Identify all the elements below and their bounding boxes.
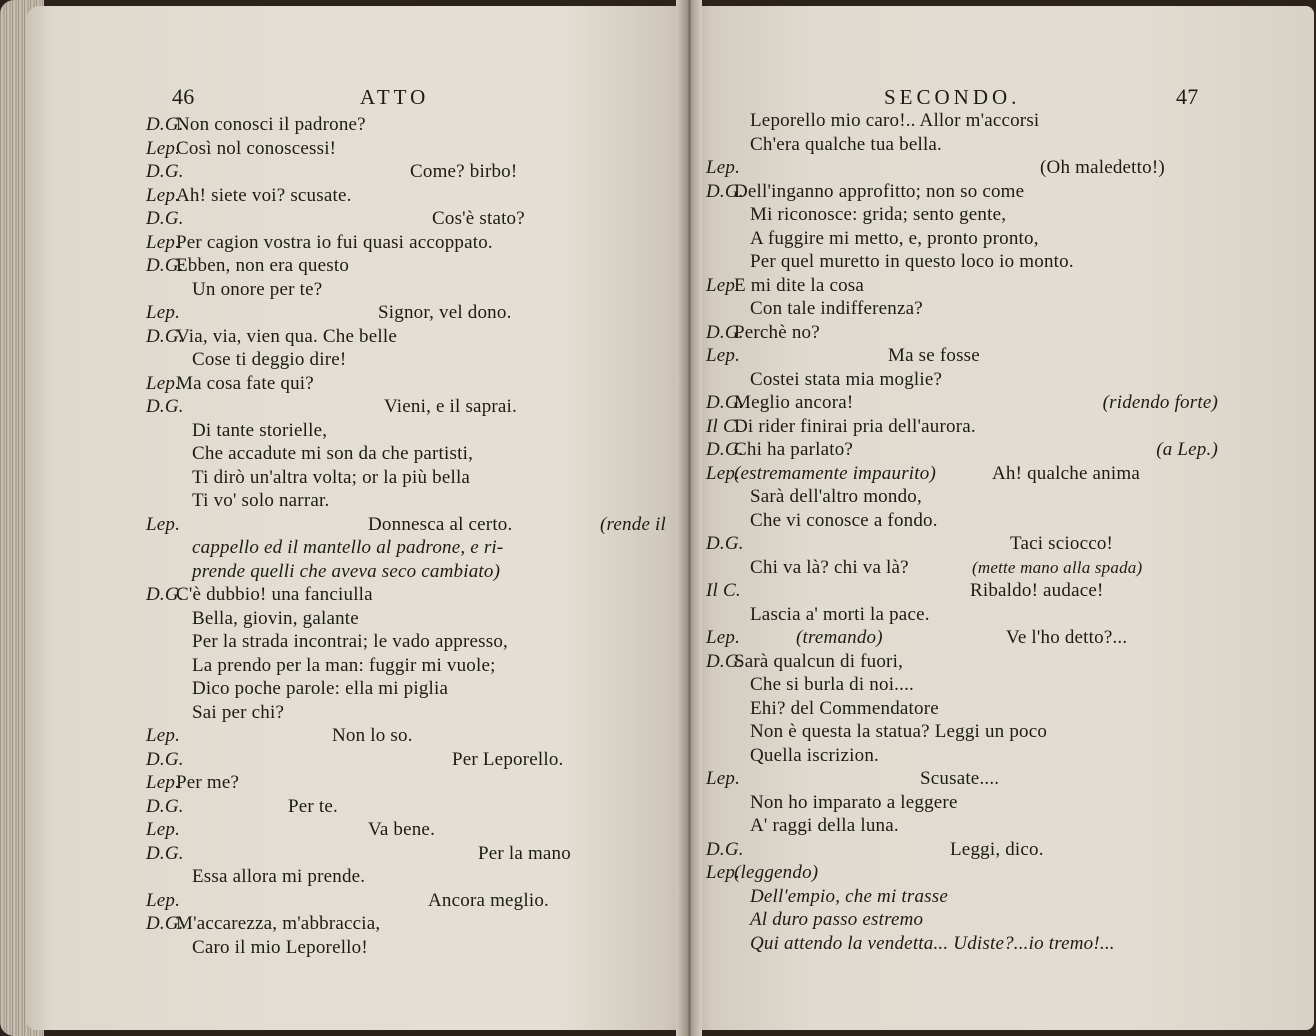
verse-text: Ti vo' solo narrar. — [192, 490, 330, 511]
verse-text-right: Come? birbo! — [410, 161, 518, 182]
speaker-label: D.G. — [146, 842, 184, 864]
verse-text: Non ho imparato a leggere — [750, 791, 958, 813]
verse-text: Così nol conoscessi! — [176, 137, 337, 159]
verse-text: Dell'empio, che mi trasse — [750, 885, 948, 907]
verse-text: Ch'era qualche tua bella. — [750, 133, 943, 155]
speaker-label: Lep. — [146, 302, 181, 323]
verse-text: Caro il mio Leporello! — [192, 936, 368, 958]
verse-text: Ti dirò un'altra volta; or la più bella — [192, 466, 471, 488]
running-head: SECONDO. — [884, 85, 1021, 109]
verse-text: Di rider finirai pria dell'aurora. — [734, 415, 976, 437]
verse-text-right: Leggi, dico. — [950, 838, 1044, 860]
verse-text-right: Cos'è stato? — [432, 208, 525, 229]
verse-text: Che accadute mi son da che partisti, — [192, 443, 474, 464]
verse-text: Per la strada incontrai; le vado appresso, — [192, 631, 508, 652]
verse-text: A' raggi della luna. — [750, 815, 899, 836]
speaker-label: D.G. — [146, 748, 184, 770]
verse-text-right: Ribaldo! audace! — [970, 580, 1104, 601]
verse-text: Quella iscrizion. — [750, 744, 879, 766]
stage-direction: (mette mano alla spada) — [972, 557, 1143, 577]
speaker-label: Il C. — [706, 415, 741, 437]
verse-text-right: Donnesca al certo. — [368, 513, 513, 535]
speaker-label: Lep. — [706, 627, 741, 648]
verse-text: Che si burla di noi.... — [750, 674, 914, 695]
verse-text: Per quel muretto in questo loco io monto. — [750, 251, 1074, 272]
left-page — [26, 6, 694, 1030]
verse-text: Essa allora mi prende. — [192, 866, 366, 887]
stage-direction: (ridendo forte) — [1102, 392, 1218, 413]
running-head: ATTO — [360, 85, 430, 109]
verse-text: Sarà dell'altro mondo, — [750, 486, 922, 507]
verse-text-right: Ve l'ho detto?... — [1006, 627, 1128, 648]
verse-text: Qui attendo la vendetta... Udiste?...io tremo!... — [750, 932, 1115, 954]
speaker-label: D.G. — [706, 392, 744, 413]
speaker-label: Lep. — [146, 819, 181, 840]
speaker-label: D.G. — [706, 439, 744, 460]
stage-direction: (leggendo) — [734, 862, 819, 883]
speaker-label: D.G. — [146, 255, 184, 276]
verse-text: prende quelli che aveva seco cambiato) — [192, 560, 501, 582]
verse-text: Per cagion vostra io fui quasi accoppato. — [176, 231, 493, 253]
verse-text: Chi ha parlato? — [734, 439, 854, 460]
verse-text: A fuggire mi metto, e, pronto pronto, — [750, 227, 1039, 249]
verse-text: Di tante storielle, — [192, 419, 328, 441]
speaker-label: D.G. — [146, 161, 184, 182]
speaker-label: Il C. — [706, 580, 741, 601]
verse-text-right: Non lo so. — [332, 725, 413, 746]
verse-text-right: Per te. — [288, 795, 338, 817]
verse-text-right: Taci sciocco! — [1010, 533, 1114, 554]
verse-text: La prendo per la man: fuggir mi vuole; — [192, 654, 496, 676]
book-gutter — [676, 0, 702, 1036]
speaker-label: Lep. — [146, 513, 181, 535]
verse-text: Non è questa la statua? Leggi un poco — [750, 721, 1048, 742]
speaker-label: D.G. — [706, 180, 744, 202]
verse-text: Che vi conosce a fondo. — [750, 509, 938, 531]
right-page — [688, 6, 1314, 1030]
speaker-label: D.G. — [146, 795, 184, 817]
verse-text: Bella, giovin, galante — [192, 607, 359, 629]
verse-text: Dico poche parole: ella mi piglia — [192, 678, 449, 699]
verse-text: Sarà qualcun di fuori, — [734, 650, 904, 672]
speaker-label: D.G. — [146, 114, 184, 135]
verse-text: Ah! siete voi? scusate. — [176, 184, 352, 206]
speaker-label: Lep. — [706, 274, 741, 296]
verse-text: Sai per chi? — [192, 701, 285, 723]
verse-text-right: Ancora meglio. — [428, 889, 549, 911]
verse-text: Ebben, non era questo — [176, 255, 350, 276]
verse-text: Per me? — [176, 772, 240, 793]
speaker-label: D.G. — [706, 533, 744, 554]
speaker-label: Lep. — [706, 345, 741, 366]
speaker-label: D.G. — [146, 913, 184, 934]
speaker-label: D.G. — [706, 838, 744, 860]
verse-text: Costei stata mia moglie? — [750, 368, 943, 390]
speaker-label: Lep. — [146, 137, 181, 159]
verse-text-right: Per Leporello. — [452, 748, 564, 770]
speaker-label: Lep. — [706, 862, 741, 883]
verse-text-right: Scusate.... — [920, 768, 1000, 789]
stage-direction: (a Lep.) — [1156, 439, 1218, 460]
page-number: 47 — [1176, 84, 1199, 109]
speaker-label: Lep. — [146, 889, 181, 911]
verse-text: C'è dubbio! una fanciulla — [176, 584, 373, 605]
speaker-label: D.G. — [706, 321, 744, 343]
verse-text: Al duro passo estremo — [750, 909, 924, 930]
verse-text: Cose ti deggio dire! — [192, 349, 347, 370]
speaker-label: Lep. — [706, 157, 741, 178]
verse-text-right: (Oh maledetto!) — [1040, 157, 1165, 178]
verse-text: Un onore per te? — [192, 278, 323, 300]
speaker-label: Lep. — [146, 725, 181, 746]
speaker-label: Lep. — [146, 184, 181, 206]
verse-text: Ehi? del Commendatore — [750, 697, 939, 719]
speaker-label: Lep. — [706, 768, 741, 789]
verse-text: Non conosci il padrone? — [176, 114, 366, 135]
verse-text-right: Per la mano — [478, 842, 571, 864]
speaker-label: D.G. — [146, 325, 184, 347]
verse-text-right: Va bene. — [368, 819, 436, 840]
verse-text: Con tale indifferenza? — [750, 298, 923, 319]
verse-text-right: Signor, vel dono. — [378, 302, 512, 323]
verse-text: Ah! qualche anima — [992, 462, 1140, 484]
verse-text: cappello ed il mantello al padrone, e ri- — [192, 537, 504, 558]
speaker-label: D.G. — [146, 396, 184, 417]
verse-text: Lascia a' morti la pace. — [750, 603, 930, 625]
page-number: 46 — [172, 84, 195, 109]
verse-text: Perchè no? — [734, 321, 820, 343]
verse-text: Dell'inganno approfitto; non so come — [734, 180, 1025, 202]
verse-text: Meglio ancora! — [734, 392, 854, 413]
stage-direction: (rende il — [600, 513, 666, 535]
verse-text-right: Ma se fosse — [888, 345, 980, 366]
verse-text: Via, via, vien qua. Che belle — [176, 325, 397, 347]
speaker-label: D.G. — [146, 208, 184, 229]
speaker-label: Lep. — [146, 772, 181, 793]
stage-direction: (tremando) — [796, 627, 883, 648]
verse-text: Leporello mio caro!.. Allor m'accorsi — [750, 110, 1040, 131]
verse-text: Ma cosa fate qui? — [176, 372, 314, 394]
verse-text: E mi dite la cosa — [734, 274, 865, 296]
speaker-label: D.G. — [706, 650, 744, 672]
verse-text: M'accarezza, m'abbraccia, — [176, 913, 381, 934]
speaker-label: Lep. — [146, 231, 181, 253]
speaker-label: Lep. — [146, 372, 181, 394]
stage-direction: (estremamente impaurito) — [734, 462, 936, 484]
verse-text-right: Vieni, e il saprai. — [384, 396, 517, 417]
verse-text: Mi riconosce: grida; sento gente, — [750, 204, 1007, 225]
speaker-label: D.G. — [146, 584, 184, 605]
speaker-label: Lep. — [706, 462, 741, 484]
verse-text: Chi va là? chi va là? — [750, 556, 909, 578]
